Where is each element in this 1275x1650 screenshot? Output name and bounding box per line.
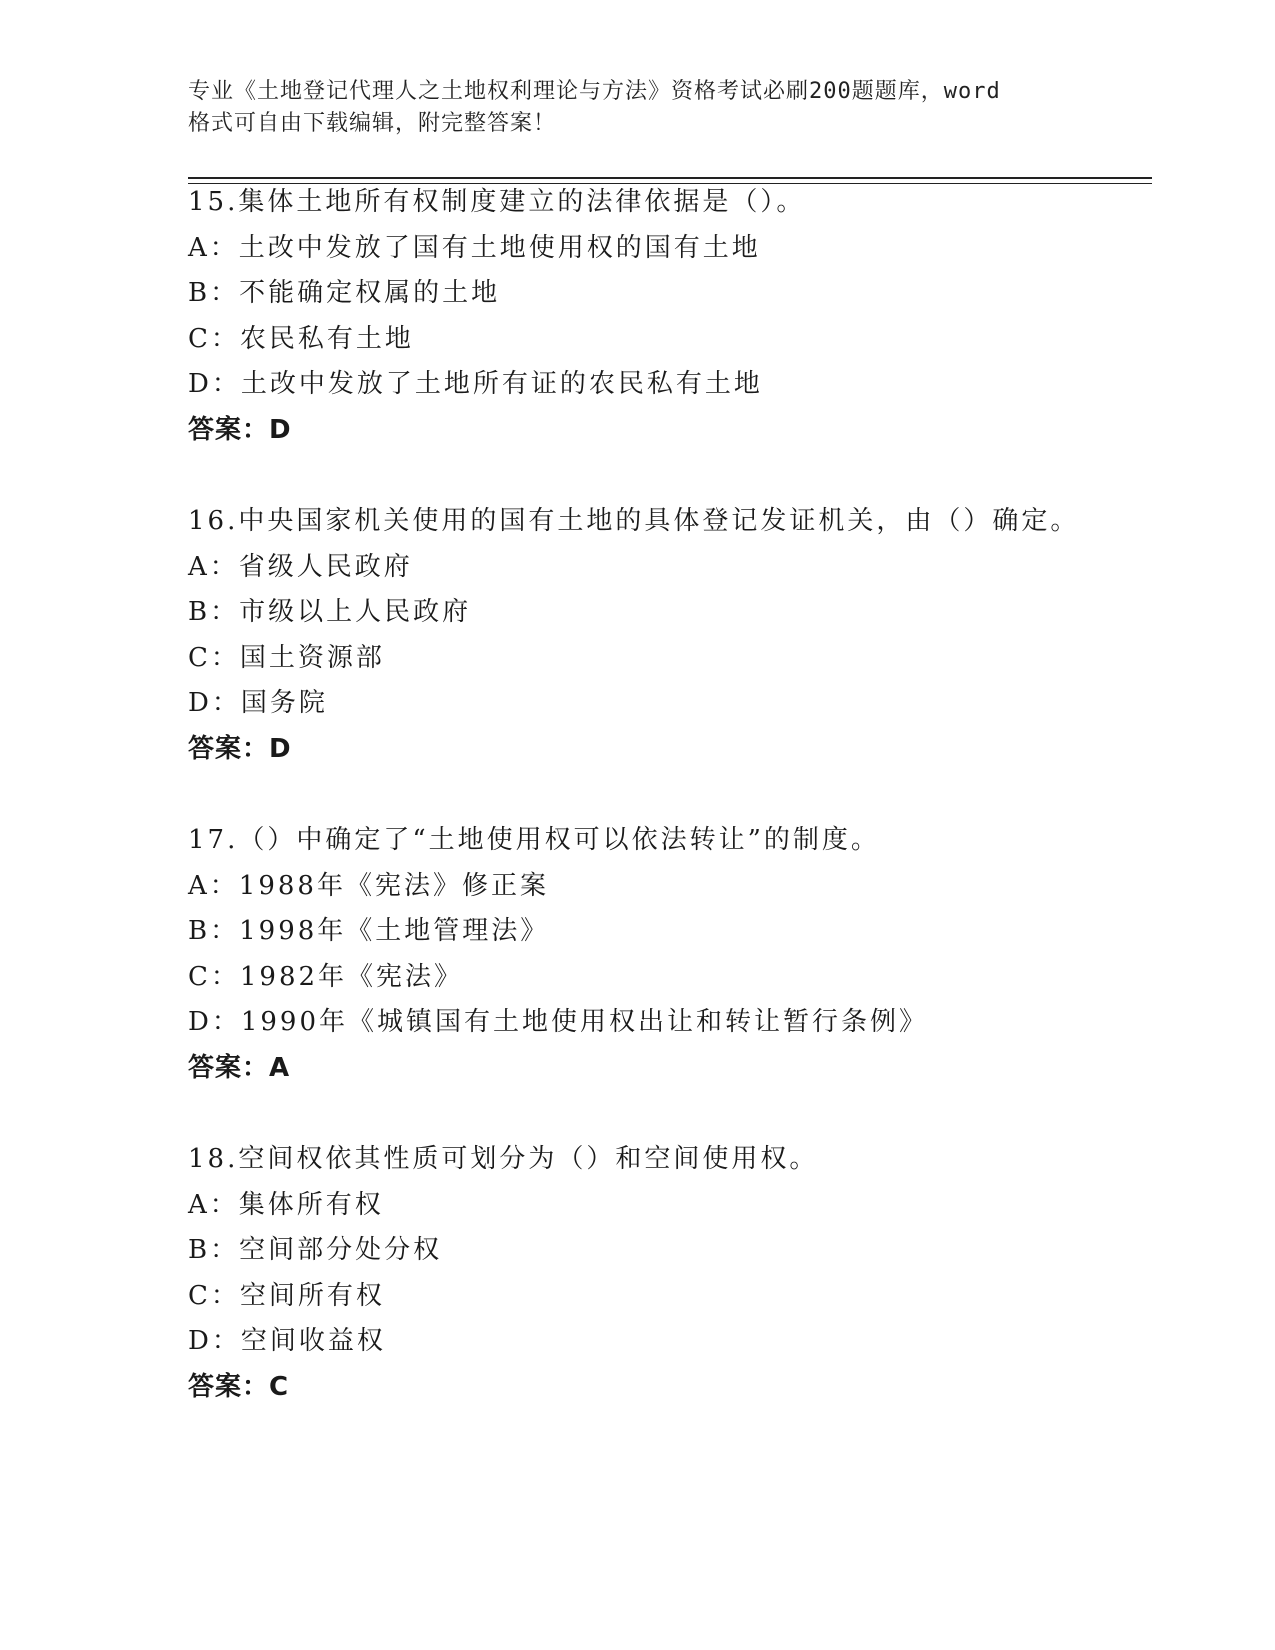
- option-c: C：国土资源部: [188, 642, 385, 673]
- option-d: D：空间收益权: [188, 1326, 386, 1357]
- header-title-line-1: 专业《土地登记代理人之土地权利理论与方法》资格考试必刷200题题库，word: [188, 79, 1001, 104]
- answer-text: 答案：D: [188, 733, 292, 764]
- option-b: B：1998年《土地管理法》: [188, 916, 550, 947]
- option-a: A：1988年《宪法》修正案: [188, 870, 549, 901]
- option-b: B：不能确定权属的土地: [188, 278, 501, 309]
- question-block-16: [188, 499, 1188, 773]
- option-d: D：国务院: [188, 688, 328, 719]
- option-a: A：集体所有权: [188, 1189, 384, 1220]
- answer-text: 答案：A: [188, 1052, 291, 1083]
- question-stem: 17.（）中确定了“土地使用权可以依法转让”的制度。: [188, 825, 880, 855]
- option-a: A：省级人民政府: [188, 551, 413, 582]
- option-c: C：空间所有权: [188, 1280, 385, 1311]
- option-c: C：农民私有土地: [188, 323, 414, 354]
- option-d: D：土改中发放了土地所有证的农民私有土地: [188, 369, 763, 400]
- answer-text: 答案：D: [188, 414, 292, 445]
- question-block-15: [188, 180, 1188, 454]
- question-block-17: [188, 818, 1188, 1092]
- option-d: D：1990年《城镇国有土地使用权出让和转让暂行条例》: [188, 1007, 929, 1038]
- question-block-18: [188, 1137, 1188, 1411]
- question-stem: 15.集体土地所有权制度建立的法律依据是（）。: [188, 187, 806, 217]
- document-header: [188, 76, 1068, 140]
- option-b: B：空间部分处分权: [188, 1235, 443, 1266]
- header-divider-thick: [188, 177, 1152, 179]
- answer-text: 答案：C: [188, 1371, 290, 1402]
- header-title-line-2: 格式可自由下载编辑，附完整答案！: [188, 111, 557, 136]
- option-a: A：土改中发放了国有土地使用权的国有土地: [188, 232, 761, 263]
- question-stem: 18.空间权依其性质可划分为（）和空间使用权。: [188, 1144, 819, 1174]
- option-b: B：市级以上人民政府: [188, 597, 472, 628]
- question-stem: 16.中央国家机关使用的国有土地的具体登记发证机关，由（）确定。: [188, 506, 1080, 536]
- option-c: C：1982年《宪法》: [188, 961, 464, 992]
